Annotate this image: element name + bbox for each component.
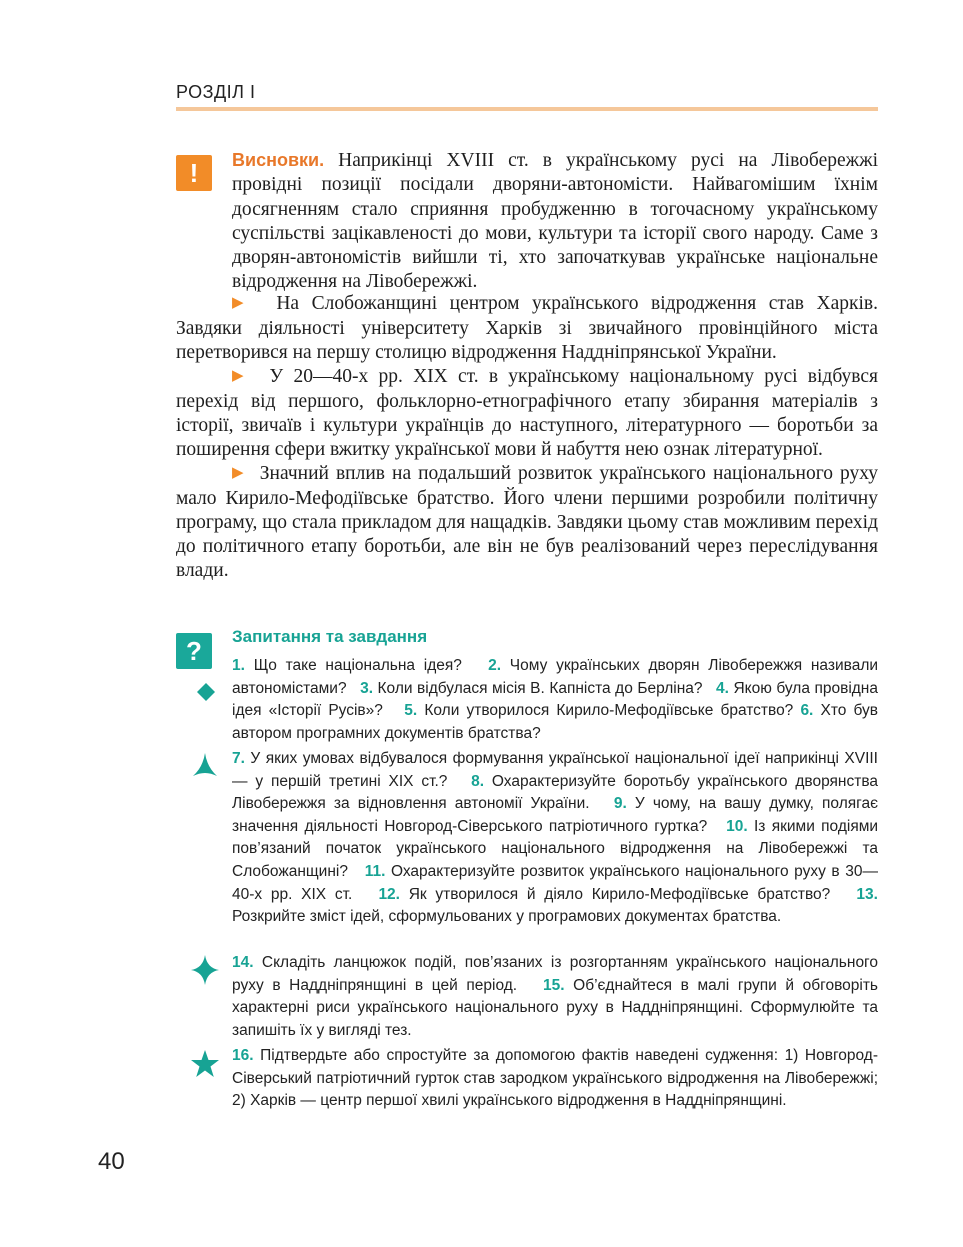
question-item: 4. Якою була провідна ідея «Історії Русів»? [232, 679, 878, 720]
question-icon: ? [176, 633, 212, 669]
question-item: 14. Складіть ланцюжок подій, пов’язаних із розгортанням українського національного руху в Наддніпрянщині в цей період. [232, 954, 878, 994]
questions-title: Запитання та завдання [232, 627, 428, 646]
questions-level-4 [232, 1045, 878, 1113]
question-item: 2. Чому українських дворян Лівобережжя називали автономістами? [232, 657, 879, 697]
question-item: 12. Як утворилося й діяло Кирило-Мефодіївське братство? [378, 885, 831, 903]
bullet-arrow-icon: ▶ [232, 368, 249, 384]
header-rule [176, 107, 878, 111]
five-point-star-icon [190, 1049, 220, 1079]
conclusions-text: Наприкінці XVIII ст. в українському русі на Лівобережжі провідні позиції посідали дворяни-автономісти. Найвагомішим їхнім досягненням стало сприяння пробудженню в тогочасному українському суспільстві зацікавленості до мови, культури та історії свого народу. Саме з дворян-автономістів вийшли ті, хто започаткував українське національне відродження на Лівобережжі. [232, 150, 878, 293]
conclusions-intro [232, 148, 878, 295]
four-point-star-icon [190, 954, 220, 986]
questions-level-2 [232, 748, 878, 929]
question-item: 3. Коли відбулася місія В. Капніста до Берліна? [360, 679, 703, 697]
diamond-icon [196, 682, 216, 702]
question-item: 5. Коли утворилося Кирило-Мефодіївське братство? [404, 702, 794, 720]
bullet-arrow-icon: ▶ [232, 465, 246, 481]
conclusion-point: ▶ Значний вплив на подальший розвиток українського національного руху мало Кирило-Мефодіївське братство. Його члени першими розробили політичну програму, що стала прикладом для нащадків. Завдяки цьому став можливим перехід до політичного етапу боротьби, але він не був реалізований через переслідування влади. [176, 463, 878, 581]
question-item: 10. Із якими подіями пов’язаний початок українського національного відродження на Лівобережжі та Слобожанщині? [232, 817, 879, 880]
questions-level-3 [232, 952, 878, 1042]
exclamation-icon: ! [176, 155, 212, 191]
section-header: РОЗДІЛ I [176, 82, 256, 102]
questions-level-1 [232, 655, 878, 745]
question-item: 8. Охарактеризуйте боротьбу українського дворянства Лівобережжя за відновлення автономії України. [232, 772, 879, 813]
conclusion-point: ▶ У 20—40-х рр. XIX ст. в українському національному русі відбувся перехід від першого, фольклорно-етнографічного етапу збирання матеріалів з історії, звичаїв і культури українців до наступного, літературного — боротьби за поширення сфери вжитку української мови й набуття нею ознак літературної. [176, 366, 878, 460]
conclusion-points [176, 292, 878, 583]
question-item: 7. У яких умовах відбувалося формування української національної ідеї наприкінці XVIII — у першій третині XIX ст.? [232, 750, 878, 790]
question-item: 15. Об’єднайтеся в малі групи й обговоріть характерні риси українського національного руху в Наддніпрянщині. Сформулюйте та запишіть їх у вигляді тез. [232, 976, 879, 1039]
question-item: 16. Підтвердьте або спростуйте за допомогою фактів наведені судження: 1) Новгород-Сіверський патріотичний гурток став зародком українського відродження на Лівобережжі; 2) Харків — центр першої хвилі українського відродження в Наддніпрянщині. [232, 1047, 878, 1110]
bullet-arrow-icon: ▶ [232, 295, 252, 311]
question-item: 9. У чому, на вашу думку, полягає значення діяльності Новгород-Сіверського патріотичного гуртка? [232, 795, 878, 835]
triangle-star-icon [192, 752, 218, 778]
question-item: 11. Охарактеризуйте розвиток українського національного руху в 30—40-х рр. XIX ст. [232, 862, 878, 903]
question-item: 1. Що таке національна ідея? [232, 657, 462, 674]
conclusion-point: ▶ На Слобожанщині центром українського відродження став Харків. Завдяки діяльності університету Харків зі звичайного провінційного міста перетворився на першу столицю відродження Наддніпрянської України. [176, 293, 878, 363]
page-number: 40 [98, 1148, 125, 1175]
question-item: 13. Розкрийте зміст ідей, сформульованих у програмових документах братства. [232, 885, 878, 926]
conclusions-label: Висновки. [232, 150, 325, 170]
question-item: 6. Хто був автором програмних документів братства? [232, 702, 879, 742]
